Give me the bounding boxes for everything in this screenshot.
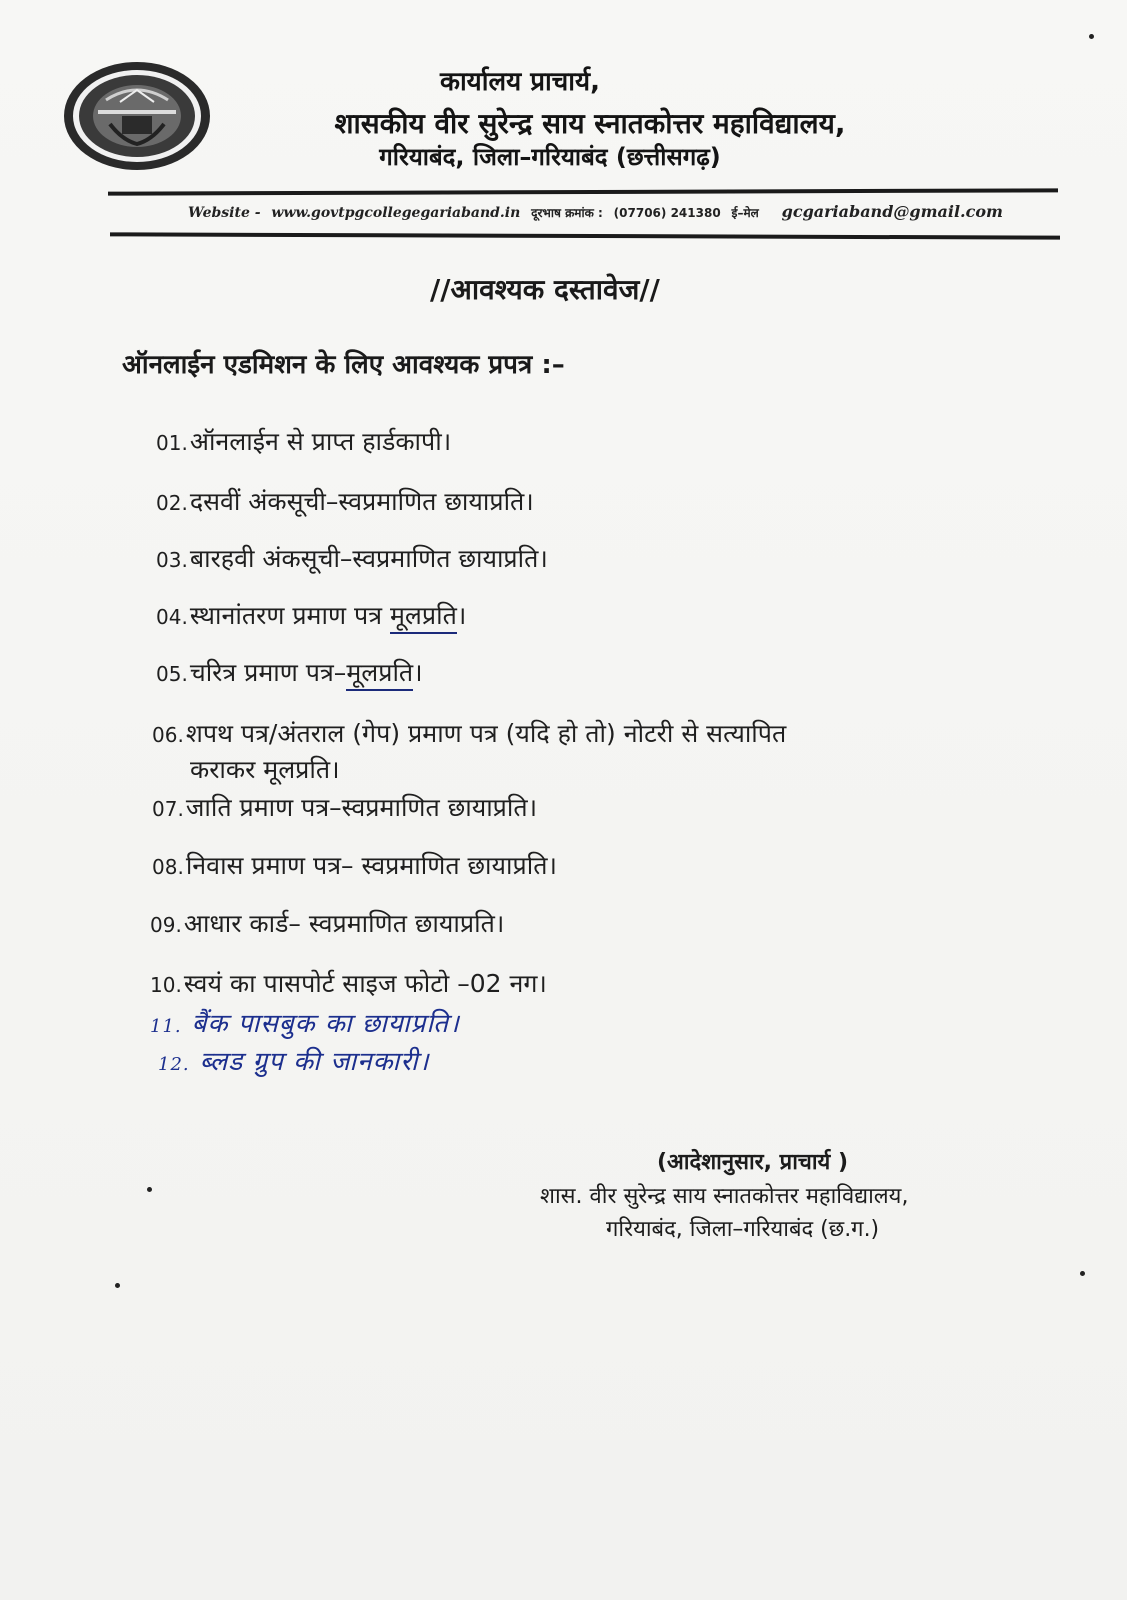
item-number: 12. (158, 1054, 190, 1075)
list-item (152, 790, 537, 824)
item-number: 01. (156, 431, 188, 455)
list-item (156, 484, 534, 518)
header-divider-bottom (110, 232, 1060, 239)
item-number: 02. (156, 491, 188, 515)
phone-label: दूरभाष क्रमांक : (531, 206, 603, 220)
paper-speck (147, 1187, 152, 1192)
phone-number: (07706) 241380 (613, 206, 721, 220)
item-text: बैंक पासबुक का छायाप्रति। (191, 1009, 460, 1039)
item-text-end: । (456, 601, 467, 630)
handwritten-item (150, 1004, 460, 1040)
header-divider-top (108, 188, 1058, 195)
list-item-continuation: कराकर मूलप्रति। (190, 755, 340, 784)
contact-line (188, 202, 1048, 221)
paper-speck (115, 1283, 120, 1288)
list-item (152, 716, 786, 750)
list-item (150, 906, 504, 940)
email-label: ई–मेल (731, 206, 759, 220)
website-link[interactable]: www.govtpgcollegegariaband.in (271, 205, 521, 221)
college-name: शासकीय वीर सुरेन्द्र साय स्नातकोत्तर महाविद्यालय, (334, 107, 846, 140)
list-item (156, 655, 423, 689)
item-text: स्थानांतरण प्रमाण पत्र (189, 601, 390, 630)
office-title: कार्यालय प्राचार्य, (439, 67, 600, 97)
item-text: ऑनलाईन से प्राप्त हार्डकापी। (189, 427, 452, 456)
item-text: आधार कार्ड– स्वप्रमाणित छायाप्रति। (183, 909, 505, 938)
document-title: //आवश्यक दस्तावेज// (430, 273, 660, 306)
college-address: गरियाबंद, जिला–गरियाबंद (छत्तीसगढ़) (379, 143, 721, 171)
item-text-underlined: मूलप्रति (346, 658, 413, 691)
list-item (152, 848, 557, 882)
list-item (156, 541, 548, 575)
handwritten-item (158, 1042, 430, 1078)
item-text: चरित्र प्रमाण पत्र– (189, 658, 347, 687)
item-text: स्वयं का पासपोर्ट साइज फोटो –02 नग। (183, 969, 547, 998)
paper-speck (1089, 34, 1094, 39)
list-item (156, 424, 451, 458)
item-number: 10. (150, 973, 182, 997)
website-label: Website - (188, 205, 261, 221)
document-subtitle: ऑनलाईन एडमिशन के लिए आवश्यक प्रपत्र :– (122, 350, 565, 380)
order-attribution: (आदेशानुसार, प्राचार्य ) (657, 1150, 849, 1175)
item-text: जाति प्रमाण पत्र–स्वप्रमाणित छायाप्रति। (185, 793, 538, 822)
item-number: 05. (156, 662, 188, 686)
item-text-underlined: मूलप्रति (390, 601, 457, 634)
signature-address: गरियाबंद, जिला–गरियाबंद (छ.ग.) (606, 1217, 880, 1242)
item-text: ब्लड ग्रुप की जानकारी। (199, 1047, 430, 1077)
item-text: बारहवी अंकसूची–स्वप्रमाणित छायाप्रति। (189, 544, 548, 573)
item-number: 09. (150, 913, 182, 937)
item-text-end: । (413, 658, 423, 687)
item-text: शपथ पत्र/अंतराल (गेप) प्रमाण पत्र (यदि हो तो) नोटरी से सत्यापित (185, 719, 787, 748)
item-text: निवास प्रमाण पत्र– स्वप्रमाणित छायाप्रति। (185, 851, 557, 880)
item-text: दसवीं अंकसूची–स्वप्रमाणित छायाप्रति। (189, 487, 534, 516)
signature-institution: शास. वीर सुरेन्द्र साय स्नातकोत्तर महाविद्यालय, (540, 1184, 909, 1209)
list-item (150, 966, 547, 1000)
item-number: 03. (156, 548, 188, 572)
item-number: 04. (156, 605, 188, 629)
item-number: 07. (152, 797, 184, 821)
item-number: 11. (150, 1016, 182, 1037)
email-link[interactable]: gcgariaband@gmail.com (781, 202, 1003, 221)
item-number: 08. (152, 855, 184, 879)
paper-speck (1080, 1271, 1085, 1276)
item-number: 06. (152, 723, 184, 747)
list-item (156, 598, 466, 632)
